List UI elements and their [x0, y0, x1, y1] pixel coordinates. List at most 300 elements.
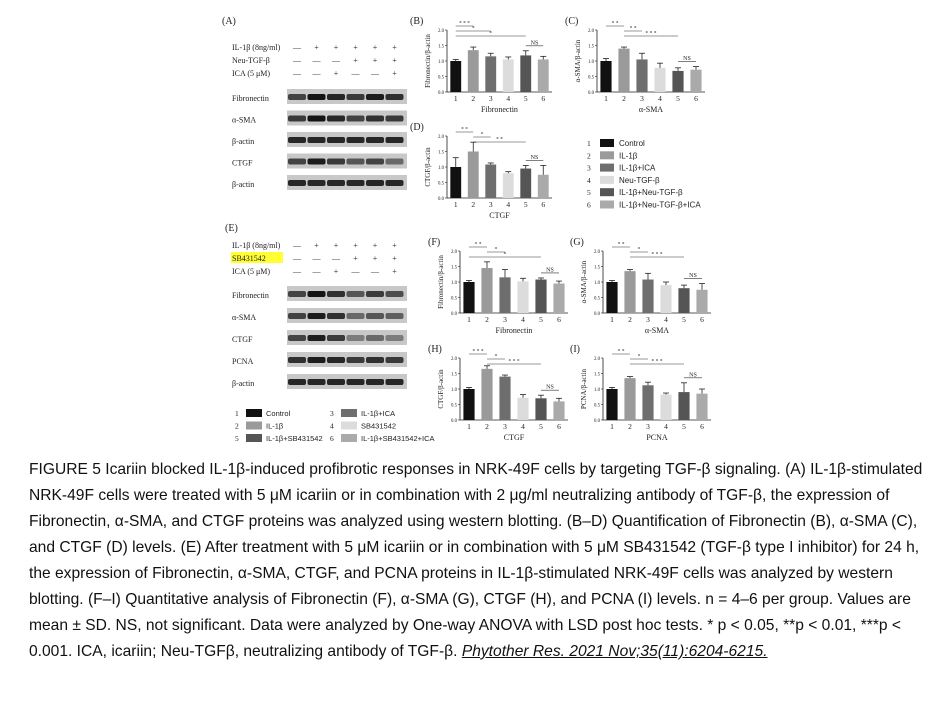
- blot-band: [366, 357, 384, 363]
- blot-band: [366, 335, 384, 341]
- legend-label: IL-1β+SB431542+ICA: [361, 434, 435, 443]
- citation-link[interactable]: Phytother Res. 2021 Nov;35(11):6204-6215.: [461, 643, 768, 660]
- condition-label: Neu-TGF-β: [232, 56, 270, 65]
- blot-band: [308, 137, 326, 143]
- y-tick-label: 2.0: [594, 250, 600, 255]
- x-tick-label: 2: [471, 200, 476, 209]
- condition-mark: —: [371, 267, 379, 276]
- y-tick-label: 0.0: [451, 419, 457, 424]
- x-tick-label: 3: [488, 200, 493, 209]
- bar: [535, 280, 546, 313]
- caption-text: FIGURE 5 Icariin blocked IL-1β-induced profibrotic responses in NRK-49F cells by targeting TGF-β signaling. (A) IL-1β-stimulated NRK-49F cells were treated with 5 μM icariin or in combination with 2 μg/ml neutralizing antibody of TGF-β, the expression of Fibronectin, α-SMA, and CTGF proteins was analyzed using western blotting. (B–D) Quantification of Fibronectin (B), α-SMA (C), and CTGF (D) levels. (E) After treatment with 5 μM icariin or in combination with 5 μM SB431542 (TGF-β type I inhibitor) for 24 h, the expression of Fibronectin, α-SMA, CTGF, and PCNA proteins in IL-1β-stimulated NRK-49F cells was analyzed by western blotting. (F–I) Quantitative analysis of Fibronectin (F), α-SMA (G), CTGF (H), and PCNA (I) levels. n = 4–6 per group. Values are mean ± SD. NS, not significant. Data were analyzed by One-way ANOVA with LSD post hoc tests. * p < 0.05, **p < 0.01, ***p < 0.001. ICA, icariin; Neu-TGFβ, neutralizing antibody of TGF-β.: [29, 461, 923, 660]
- blot-band: [308, 116, 326, 122]
- blot-band: [288, 357, 306, 363]
- y-tick-label: 1.5: [594, 372, 600, 378]
- blot-band: [366, 94, 384, 100]
- condition-mark: —: [293, 69, 301, 78]
- blot-band: [386, 137, 404, 143]
- y-tick-label: 2.0: [451, 250, 457, 255]
- condition-mark: —: [293, 43, 301, 52]
- legend-number: 5: [235, 434, 239, 443]
- x-tick-label: 2: [485, 315, 489, 324]
- y-tick-label: 0.0: [594, 419, 600, 424]
- legend-label: Control: [619, 139, 645, 148]
- blot-band: [288, 94, 306, 100]
- x-tick-label: 6: [700, 315, 704, 324]
- x-tick-label: 1: [610, 315, 614, 324]
- chart-d: [424, 127, 552, 221]
- bar: [678, 288, 689, 313]
- legend-number: 1: [587, 139, 591, 148]
- blot-band: [327, 357, 345, 363]
- blot-band: [308, 180, 326, 186]
- panel-label-g: (G): [570, 237, 584, 248]
- x-tick-label: 1: [467, 315, 471, 324]
- condition-label: IL-1β (8ng/ml): [232, 241, 281, 250]
- blot-band: [327, 159, 345, 165]
- y-tick-label: 0.0: [451, 312, 457, 317]
- x-tick-label: 4: [658, 94, 662, 103]
- x-tick-label: 6: [541, 94, 546, 103]
- x-tick-label: 5: [682, 315, 686, 324]
- y-tick-label: 2.0: [438, 135, 444, 140]
- bar: [606, 389, 617, 420]
- blot-band: [386, 94, 404, 100]
- condition-mark: —: [312, 254, 321, 263]
- legend-swatch: [600, 139, 614, 147]
- legend-swatch: [341, 434, 357, 442]
- y-axis-label: Fibronectin/β-actin: [437, 255, 445, 309]
- blot-band: [288, 180, 306, 186]
- condition-mark: +: [314, 241, 319, 250]
- significance-label: *: [503, 251, 507, 258]
- condition-mark: +: [392, 56, 397, 65]
- blot-band: [366, 180, 384, 186]
- significance-label: * *: [611, 20, 619, 27]
- blot-band: [308, 335, 326, 341]
- condition-mark: +: [333, 267, 339, 276]
- legend-swatch: [600, 164, 614, 172]
- x-axis-label: CTGF: [503, 433, 525, 442]
- y-tick-label: 2.0: [594, 357, 600, 362]
- blot-band: [288, 379, 306, 385]
- blot-label: Fibronectin: [232, 291, 269, 300]
- legend-label: IL-1β+SB431542: [266, 434, 323, 443]
- blot-band: [366, 137, 384, 143]
- condition-mark: +: [372, 43, 378, 52]
- legend-number: 3: [330, 409, 334, 418]
- y-axis-label: CTGF/β-actin: [424, 147, 432, 187]
- y-tick-label: 0.0: [438, 197, 444, 202]
- bar: [618, 49, 629, 92]
- blot-band: [347, 116, 365, 122]
- blot-band: [386, 313, 404, 319]
- condition-label: ICA (5 μM): [232, 69, 271, 78]
- significance-label: NS: [689, 372, 697, 379]
- blot-band: [366, 116, 384, 122]
- blot-label: β-actin: [232, 180, 255, 189]
- condition-mark: —: [293, 56, 301, 65]
- blot-band: [386, 291, 404, 297]
- y-axis-label: PCNA/β-actin: [580, 368, 588, 410]
- x-tick-label: 2: [622, 94, 626, 103]
- x-tick-label: 1: [467, 422, 471, 431]
- x-tick-label: 1: [453, 200, 458, 209]
- significance-label: * *: [617, 241, 625, 248]
- y-tick-label: 0.5: [451, 403, 457, 409]
- panel-label-h: (H): [428, 344, 442, 355]
- x-axis-label: α-SMA: [638, 105, 664, 114]
- bar: [538, 175, 549, 198]
- y-tick-label: 0.5: [594, 296, 600, 302]
- significance-label: NS: [683, 56, 691, 63]
- blot-band: [347, 313, 365, 319]
- y-tick-label: 0.5: [588, 75, 594, 81]
- x-tick-label: 1: [604, 94, 608, 103]
- y-tick-label: 1.0: [588, 60, 594, 65]
- blot-band: [288, 335, 306, 341]
- blot-band: [288, 313, 306, 319]
- chart-h: [437, 349, 568, 443]
- blot-band: [327, 180, 345, 186]
- significance-label: * * *: [459, 20, 470, 27]
- legend-top: [587, 139, 701, 210]
- blot-band: [308, 94, 326, 100]
- blot-label: α-SMA: [232, 313, 257, 322]
- blot-label: α-SMA: [232, 115, 257, 125]
- bar: [503, 173, 514, 198]
- x-tick-label: 5: [539, 422, 543, 431]
- legend-label: Control: [266, 409, 291, 418]
- bar: [642, 385, 653, 420]
- significance-label: * * *: [651, 251, 663, 258]
- y-tick-label: 0.5: [438, 181, 444, 187]
- significance-label: NS: [530, 40, 539, 47]
- x-tick-label: 3: [640, 94, 644, 103]
- blot-band: [347, 159, 365, 165]
- panel-label-f: (F): [428, 237, 441, 248]
- chart-f: [437, 242, 568, 336]
- significance-label: *: [489, 30, 493, 37]
- condition-mark: +: [353, 254, 358, 263]
- blot-label: β-actin: [232, 137, 255, 146]
- condition-mark: —: [312, 69, 321, 78]
- bar: [450, 61, 461, 92]
- bar: [499, 377, 510, 420]
- y-tick-label: 0.0: [588, 91, 594, 96]
- x-tick-label: 3: [488, 94, 493, 103]
- x-tick-label: 6: [557, 422, 561, 431]
- blot-band: [327, 137, 345, 143]
- y-tick-label: 1.0: [438, 60, 444, 65]
- legend-label: IL-1β+ICA: [619, 163, 656, 173]
- blot-band: [288, 137, 306, 143]
- bar: [520, 55, 531, 92]
- condition-mark: —: [293, 254, 301, 263]
- significance-label: * * *: [651, 358, 663, 365]
- bar: [624, 378, 635, 420]
- blot-label: Fibronectin: [232, 94, 269, 103]
- panel-label-a: (A): [222, 16, 236, 27]
- bar: [535, 398, 546, 420]
- significance-label: * * *: [508, 358, 520, 365]
- blot-label: β-actin: [232, 379, 255, 388]
- condition-mark: +: [353, 43, 358, 52]
- bar: [538, 59, 549, 92]
- blot-label: CTGF: [232, 335, 253, 344]
- bar: [553, 401, 564, 420]
- x-tick-label: 3: [646, 422, 650, 431]
- condition-label: SB431542: [232, 254, 266, 263]
- legend-swatch: [246, 434, 262, 442]
- legend-number: 1: [235, 409, 239, 418]
- significance-label: NS: [546, 267, 554, 274]
- bar: [553, 284, 564, 313]
- x-tick-label: 1: [453, 94, 458, 103]
- condition-mark: +: [372, 56, 378, 65]
- y-tick-label: 0.5: [451, 296, 457, 302]
- significance-label: *: [494, 246, 498, 253]
- blot-band: [366, 379, 384, 385]
- condition-mark: +: [392, 43, 397, 52]
- bar-charts: [424, 21, 711, 443]
- bar: [450, 167, 461, 198]
- y-axis-label: CTGF/β-actin: [437, 369, 445, 409]
- legend-label: SB431542: [361, 421, 397, 431]
- legend-swatch: [341, 409, 357, 417]
- bar: [660, 395, 671, 420]
- x-tick-label: 2: [628, 315, 632, 324]
- legend-number: 5: [587, 188, 591, 198]
- condition-mark: +: [333, 43, 339, 52]
- y-tick-label: 1.0: [451, 281, 457, 286]
- x-axis-label: CTGF: [489, 211, 510, 220]
- blot-band: [347, 357, 365, 363]
- y-tick-label: 1.5: [438, 150, 444, 156]
- condition-mark: —: [332, 254, 340, 263]
- bar: [636, 59, 647, 92]
- y-tick-label: 1.0: [451, 388, 457, 393]
- chart-i: [580, 349, 711, 443]
- chart-c: [574, 21, 705, 115]
- condition-mark: +: [392, 69, 397, 78]
- x-tick-label: 4: [664, 315, 668, 324]
- x-tick-label: 5: [682, 422, 686, 431]
- panel-label-b: (B): [410, 16, 424, 27]
- blot-band: [327, 379, 345, 385]
- x-tick-label: 6: [541, 200, 546, 209]
- legend-number: 4: [330, 421, 334, 431]
- significance-label: * *: [617, 348, 625, 355]
- blot-band: [347, 94, 365, 100]
- legend-label: Neu-TGF-β: [619, 175, 660, 185]
- condition-mark: —: [351, 267, 360, 276]
- panel-label-e: (E): [225, 223, 238, 234]
- condition-label: IL-1β (8ng/ml): [232, 43, 281, 52]
- blot-band: [386, 180, 404, 186]
- significance-label: *: [637, 353, 641, 360]
- significance-label: NS: [546, 384, 554, 391]
- blot-band: [288, 291, 306, 297]
- x-tick-label: 4: [521, 315, 525, 324]
- x-tick-label: 3: [646, 315, 650, 324]
- blot-band: [308, 357, 326, 363]
- condition-mark: +: [333, 241, 339, 250]
- condition-mark: —: [312, 56, 321, 65]
- blot-band: [308, 291, 326, 297]
- blot-band: [308, 159, 326, 165]
- blot-band: [386, 357, 404, 363]
- bar: [517, 281, 528, 313]
- western-blot-a: [232, 43, 407, 190]
- blot-band: [366, 159, 384, 165]
- y-tick-label: 0.0: [438, 91, 444, 96]
- bar: [503, 59, 514, 92]
- bar: [463, 389, 474, 420]
- y-tick-label: 1.0: [594, 281, 600, 286]
- blot-band: [288, 116, 306, 122]
- condition-label: ICA (5 μM): [232, 267, 271, 276]
- blot-band: [347, 137, 365, 143]
- y-tick-label: 1.0: [594, 388, 600, 393]
- x-axis-label: PCNA: [646, 433, 668, 442]
- condition-mark: +: [333, 69, 339, 78]
- significance-label: * *: [496, 136, 503, 143]
- x-tick-label: 4: [664, 422, 668, 431]
- blot-band: [327, 335, 345, 341]
- y-tick-label: 0.5: [438, 75, 444, 81]
- legend-bottom: [235, 409, 435, 443]
- blot-band: [366, 313, 384, 319]
- blot-band: [386, 116, 404, 122]
- blot-band: [327, 94, 345, 100]
- blot-band: [366, 291, 384, 297]
- bar: [517, 398, 528, 420]
- y-tick-label: 1.5: [588, 44, 594, 50]
- legend-label: IL-1β+Neu-TGF-β+ICA: [619, 200, 701, 210]
- bar: [481, 369, 492, 420]
- blot-band: [347, 180, 365, 186]
- bar: [499, 277, 510, 313]
- blot-band: [327, 313, 345, 319]
- x-tick-label: 5: [676, 94, 680, 103]
- x-tick-label: 2: [485, 422, 489, 431]
- blot-band: [327, 116, 345, 122]
- y-axis-label: α-SMA/β-actin: [574, 39, 582, 83]
- y-tick-label: 2.0: [451, 357, 457, 362]
- blot-band: [308, 379, 326, 385]
- x-tick-label: 2: [471, 94, 476, 103]
- western-blot-e: [231, 241, 407, 389]
- legend-swatch: [246, 409, 262, 417]
- bar: [654, 68, 665, 92]
- y-tick-label: 0.5: [594, 403, 600, 409]
- condition-mark: +: [392, 267, 397, 276]
- significance-label: NS: [689, 273, 697, 280]
- y-tick-label: 1.5: [438, 44, 444, 50]
- significance-label: * * *: [645, 30, 657, 37]
- legend-swatch: [600, 188, 614, 196]
- bar: [606, 282, 617, 313]
- condition-mark: —: [371, 69, 379, 78]
- blot-label: CTGF: [232, 158, 253, 168]
- legend-swatch: [341, 422, 357, 430]
- legend-swatch: [246, 422, 262, 430]
- significance-label: * *: [461, 126, 468, 133]
- x-tick-label: 4: [521, 422, 525, 431]
- blot-band: [347, 291, 365, 297]
- x-axis-label: Fibronectin: [495, 326, 533, 335]
- legend-label: IL-1β: [266, 421, 284, 431]
- legend-number: 2: [587, 151, 591, 161]
- x-tick-label: 5: [539, 315, 543, 324]
- bar: [468, 50, 479, 92]
- y-tick-label: 1.5: [451, 372, 457, 378]
- condition-mark: +: [392, 254, 397, 263]
- bar: [696, 290, 707, 313]
- bar: [485, 56, 496, 92]
- x-tick-label: 2: [628, 422, 632, 431]
- x-tick-label: 4: [506, 94, 511, 103]
- significance-label: *: [480, 131, 484, 138]
- condition-mark: +: [353, 56, 358, 65]
- bar: [520, 169, 531, 198]
- x-tick-label: 5: [523, 200, 528, 209]
- legend-swatch: [600, 151, 614, 159]
- blot-band: [327, 291, 345, 297]
- y-tick-label: 1.5: [594, 265, 600, 271]
- bar: [672, 71, 683, 92]
- x-tick-label: 6: [557, 315, 561, 324]
- condition-mark: +: [353, 241, 358, 250]
- condition-mark: —: [332, 56, 340, 65]
- figure-caption: [29, 457, 924, 665]
- significance-label: * *: [629, 25, 637, 32]
- x-tick-label: 3: [503, 422, 507, 431]
- legend-swatch: [600, 201, 614, 209]
- significance-label: * *: [474, 241, 482, 248]
- condition-mark: +: [392, 241, 397, 250]
- blot-band: [386, 379, 404, 385]
- bar: [696, 394, 707, 420]
- panel-label-i: (I): [570, 344, 580, 355]
- bar: [660, 285, 671, 313]
- blot-band: [308, 313, 326, 319]
- bar: [463, 282, 474, 313]
- bar: [481, 268, 492, 313]
- y-tick-label: 2.0: [438, 29, 444, 34]
- legend-number: 6: [587, 200, 591, 210]
- blot-band: [347, 335, 365, 341]
- condition-mark: —: [293, 267, 301, 276]
- y-tick-label: 2.0: [588, 29, 594, 34]
- x-axis-label: Fibronectin: [481, 105, 518, 114]
- condition-mark: —: [312, 267, 321, 276]
- blot-band: [386, 159, 404, 165]
- x-tick-label: 5: [523, 94, 528, 103]
- x-axis-label: α-SMA: [644, 326, 670, 335]
- bar: [624, 271, 635, 313]
- bar: [485, 165, 496, 198]
- condition-mark: —: [351, 69, 360, 78]
- y-tick-label: 0.0: [594, 312, 600, 317]
- legend-label: IL-1β+Neu-TGF-β: [619, 188, 683, 198]
- legend-swatch: [600, 176, 614, 184]
- blot-band: [288, 159, 306, 165]
- condition-mark: —: [293, 241, 301, 250]
- significance-label: *: [471, 25, 475, 32]
- blot-band: [347, 379, 365, 385]
